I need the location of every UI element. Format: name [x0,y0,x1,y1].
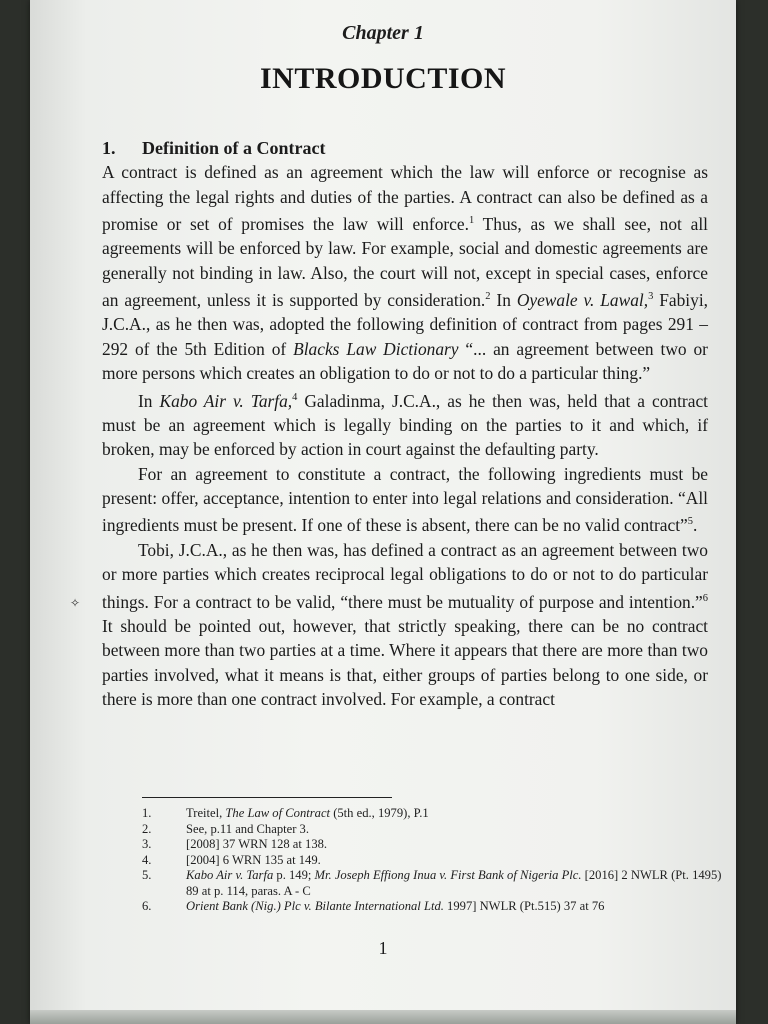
paragraph [102,538,708,712]
italic-text: Mr. Joseph Effiong Inua v. First Bank of Nigeria Plc. [314,868,582,882]
section-heading-text: Definition of a Contract [142,138,326,158]
italic-text: Blacks Law Dictionary [293,338,459,359]
footnote-ref: 6 [702,592,708,604]
paragraph [102,160,708,385]
footnote-text [186,806,722,822]
section-number: 1. [102,138,116,158]
paragraph [102,462,708,538]
book-page [30,0,736,1024]
text-run: (5th ed., 1979), P.1 [330,806,429,820]
margin-mark: ✧ [70,596,81,610]
footnote [142,868,722,899]
italic-text: The Law of Contract [225,806,331,820]
italic-text: Kabo Air v. Tarfa [186,868,274,882]
footnote-ref: 4 [292,391,298,403]
footnote-ref: 3 [648,291,654,303]
chapter-label: Chapter 1 [342,22,424,44]
footnote-number: 3. [142,837,152,851]
footnote-text [186,899,722,915]
page-edge [30,1010,736,1024]
text-run: 1997] NWLR (Pt.515) 37 at 76 [443,899,605,913]
text-run: A contract is defined as an agreement which the law will enforce or recognise as affecting the legal rights and duties of the parties. A contract can also be defined as a promise or set of promises the law will enforce. [102,162,708,235]
footnote-number: 4. [142,852,152,867]
page-number: 1 [378,938,388,958]
footnote-ref: 2 [485,291,491,303]
footnote-rule [142,797,392,798]
section-heading [102,136,708,160]
text-run: For an agreement to constitute a contract, the following ingredients must be present: offer, acceptance, intention to enter into legal relations and consideration. “All ingredients must be present. If one of these is absent, there can be no valid contract” [102,463,708,536]
body-text [102,136,708,711]
paragraphs [102,160,708,711]
text-run: Treitel, [186,806,226,820]
text-run: Fabiyi, J.C.A., as he then was, adopted the following definition of contract from pages 291 – 292 of the 5th Edition of [102,290,709,359]
footnote [142,853,722,869]
footnote-text [186,868,722,899]
footnote-text [186,853,722,869]
footnote-ref: 5 [687,516,693,528]
text-run: [2008] 37 WRN 128 at 138. [186,837,328,851]
footnote [142,822,722,838]
text-run: [2004] 6 WRN 135 at 149. [186,852,321,867]
footnotes [142,806,722,915]
text-run: Galadinma, J.C.A., as he then was, held that a contract must be an agreement which is legally binding on the parties to it and which, if broken, may be enforced by action in court against the defaulting party. [102,390,708,460]
text-run: . [692,515,698,536]
text-run: “... an agreement between two or more persons which creates an obligation to do or not to do a particular thing.” [102,338,708,384]
paragraph [102,386,708,462]
text-run: [2016] 2 NWLR (Pt. 1495) 89 at p. 114, paras. A - C [186,868,722,898]
italic-text: Kabo Air v. Tarfa, [159,390,293,411]
italic-text: Orient Bank (Nig.) Plc v. Bilante International Ltd. [186,899,444,913]
footnote-number: 2. [142,821,152,836]
italic-text: Oyewale v. Lawal, [516,290,649,311]
footnote [142,837,722,853]
footnote-number: 5. [142,868,152,882]
footnote-number: 6. [142,899,152,913]
text-run: In [138,390,160,411]
footnote-number: 1. [142,806,152,820]
text-run: Thus, as we shall see, not all agreements will be enforced by law. For example, social and domestic agreements are generally not binding in law. Also, the court will not, except in special cases, enforce an agreement, unless it is supported by consideration. [102,214,709,311]
text-run: In [490,290,517,311]
footnote-ref: 1 [468,215,475,227]
footnote-text [186,837,722,853]
footnote [142,899,722,915]
text-run: See, p.11 and Chapter 3. [186,821,309,836]
footnote-text [186,822,722,838]
page-title: INTRODUCTION [259,62,507,95]
text-run: It should be pointed out, however, that strictly speaking, there can be no contract between more than two parties at a time. Where it appears that there are more than two parties involved, what it means is that, either groups of parties belong to one side, or there is more than one contract involved. For example, a contract [102,615,708,709]
text-run: Tobi, J.C.A., as he then was, has defined a contract as an agreement between two or more parties which creates reciprocal legal obligations to do or not to do particular things. For a contract to be valid, “there must be mutuality of purpose and intention.” [102,539,708,612]
footnote [142,806,722,822]
text-run: p. 149; [273,868,315,882]
